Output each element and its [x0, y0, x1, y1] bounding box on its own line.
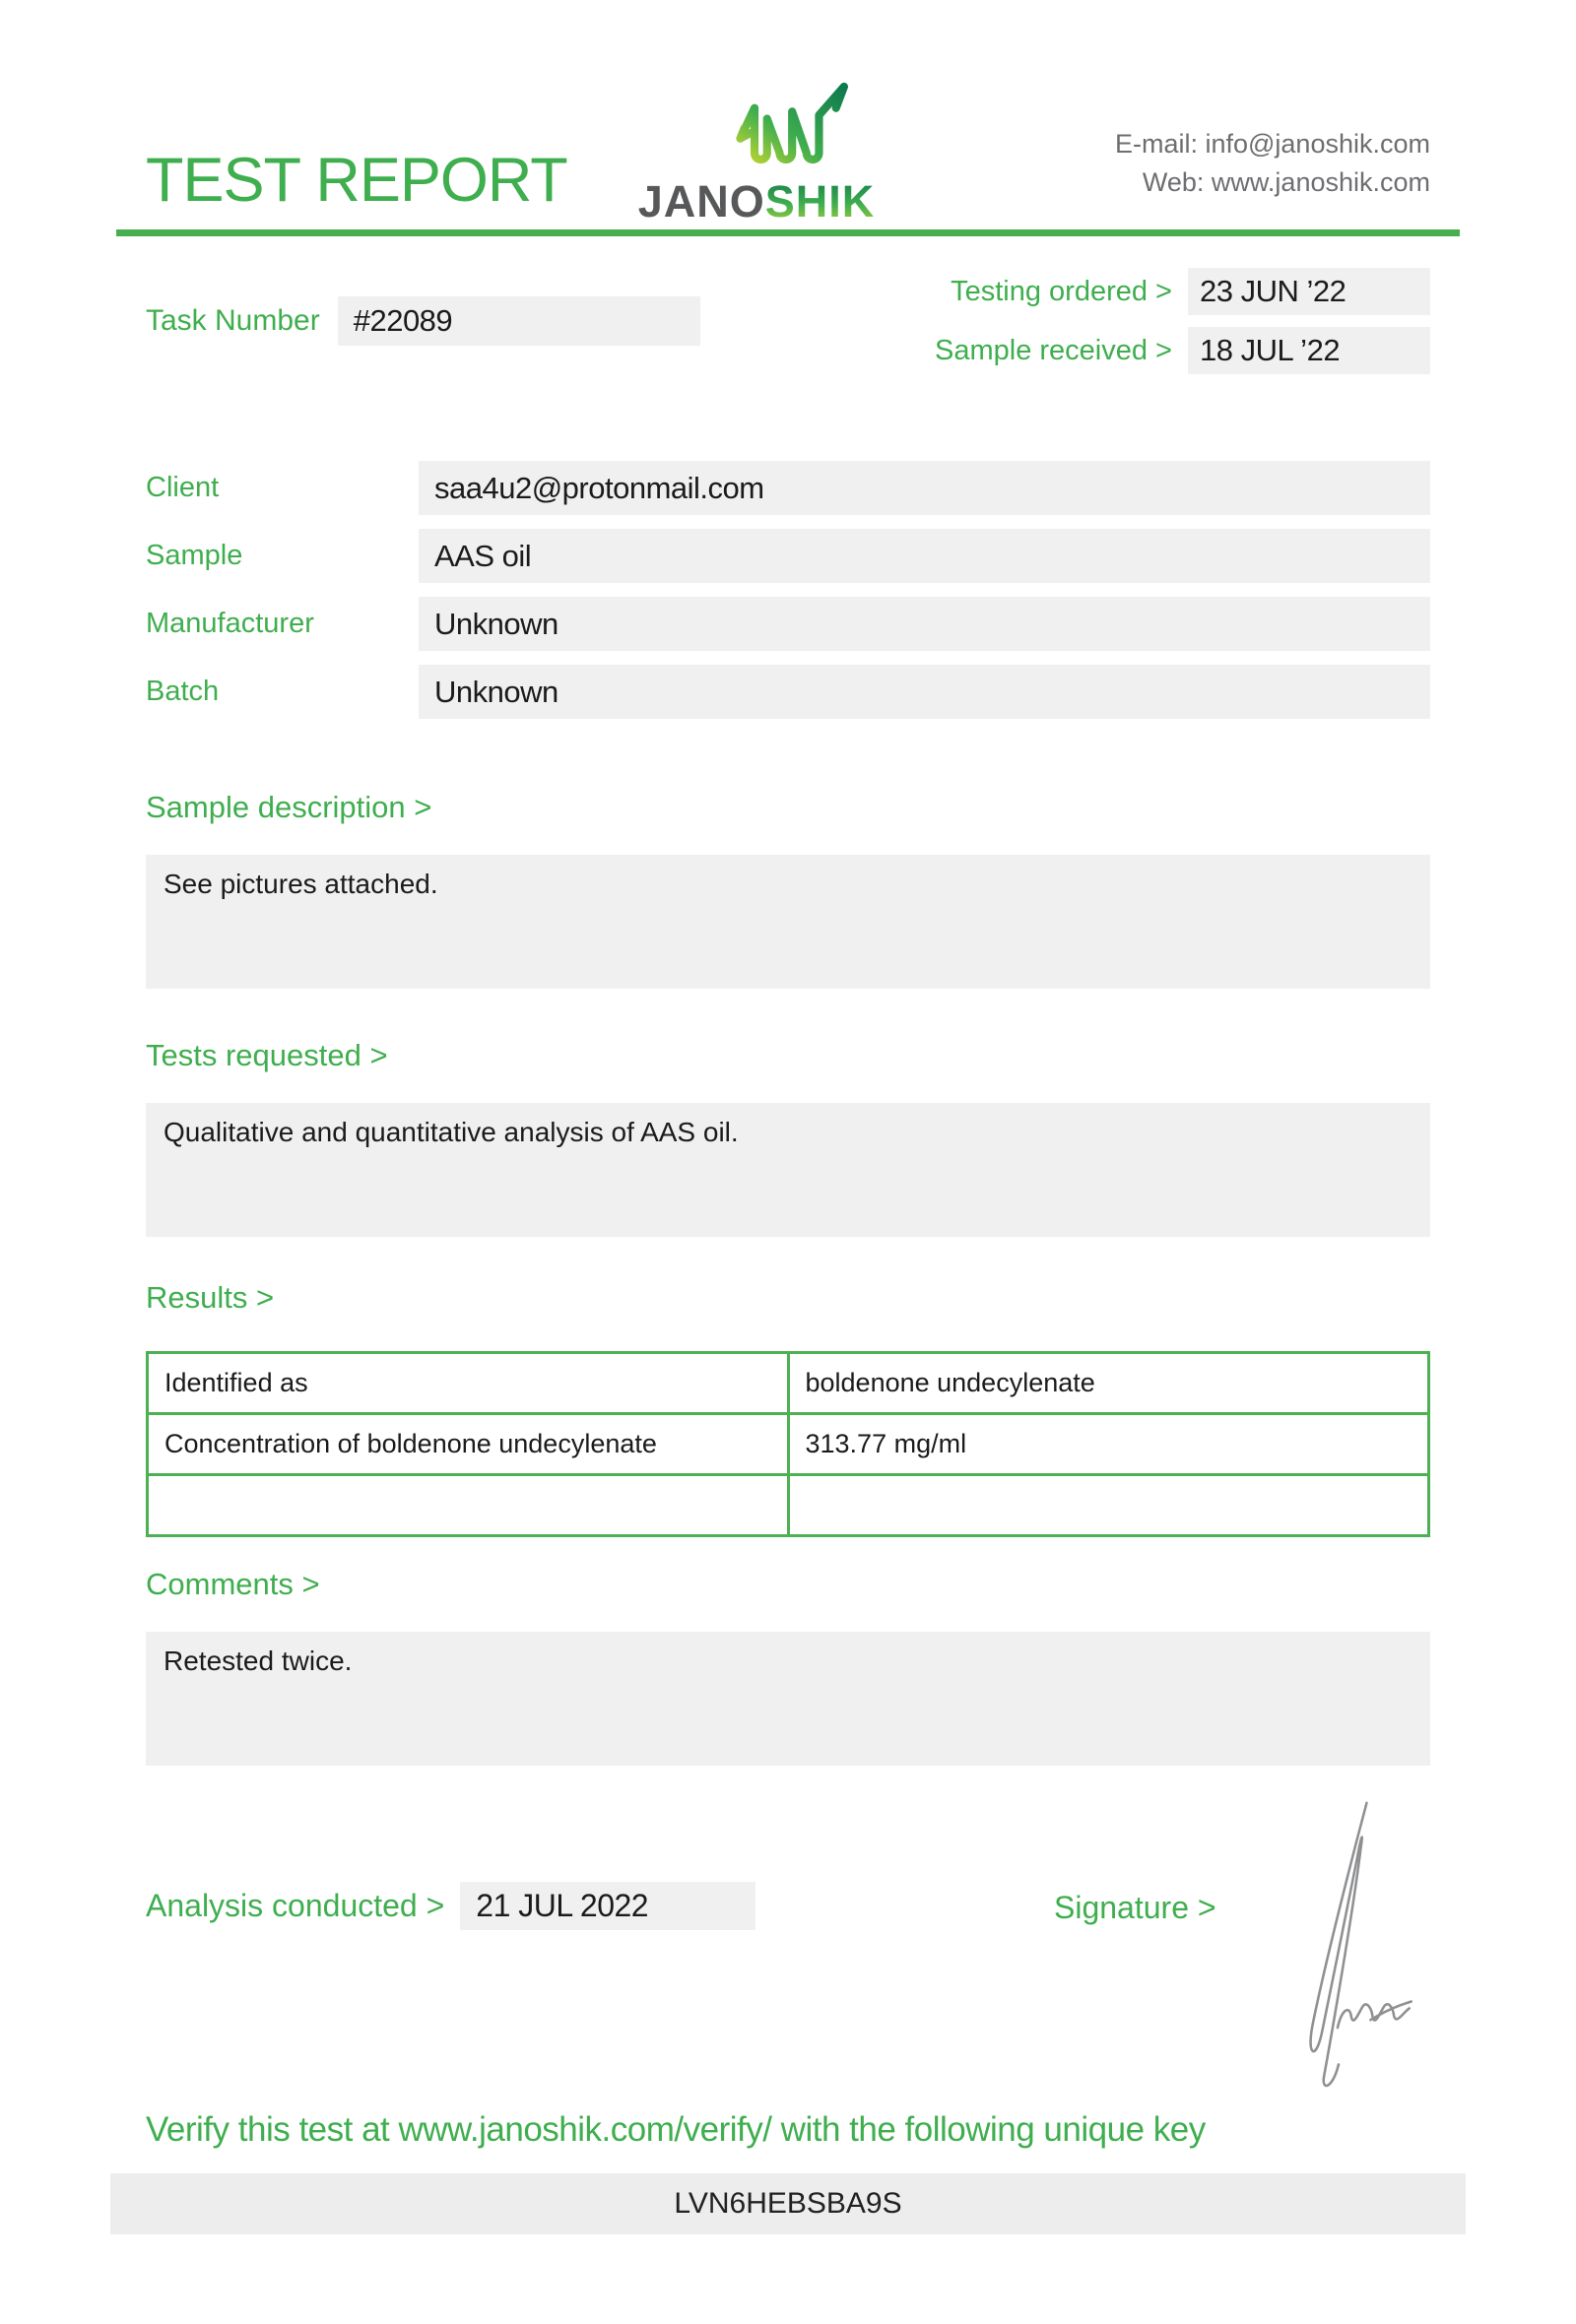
tests-requested-box: Qualitative and quantitative analysis of AAS oil. [146, 1103, 1430, 1237]
contact-email: E-mail: info@janoshik.com [1114, 128, 1430, 159]
comments-heading: Comments > [146, 1567, 320, 1601]
concentration-cell: Concentration of boldenone undecylenate [148, 1414, 789, 1475]
identified-as-cell: Identified as [148, 1353, 789, 1414]
sample-received-value: 18 JUL ’22 [1188, 327, 1430, 374]
logo-text-jano: JANO [637, 176, 765, 226]
dates-block [935, 268, 1430, 374]
comments-box: Retested twice. [146, 1632, 1430, 1766]
manufacturer-label: Manufacturer [146, 608, 314, 639]
unique-key-box: LVN6HEBSBA9S [110, 2173, 1466, 2234]
table-row [148, 1353, 1429, 1414]
footer-section [146, 1766, 1430, 2110]
analysis-conducted-value: 21 JUL 2022 [460, 1882, 755, 1930]
task-number-row [146, 268, 700, 374]
page-title: TEST REPORT [146, 146, 567, 215]
sample-description-heading: Sample description > [146, 790, 432, 824]
results-heading: Results > [146, 1280, 275, 1315]
concentration-value-cell: 313.77 mg/ml [788, 1414, 1429, 1475]
info-row-sample [146, 529, 1430, 583]
verify-instruction: Verify this test at www.janoshik.com/verify/ with the following unique key [146, 2110, 1206, 2149]
header-divider [116, 229, 1460, 236]
contact-web: Web: www.janoshik.com [1142, 166, 1430, 197]
results-table [146, 1351, 1430, 1537]
info-row-client [146, 461, 1430, 515]
identified-as-value-cell: boldenone undecylenate [788, 1353, 1429, 1414]
contact-block [1115, 125, 1430, 202]
sample-description-box: See pictures attached. [146, 855, 1430, 989]
sample-value: AAS oil [419, 529, 1430, 583]
table-row [148, 1414, 1429, 1475]
client-label: Client [146, 472, 220, 503]
task-number-value: #22089 [338, 296, 700, 346]
report-header [0, 0, 1576, 229]
manufacturer-value: Unknown [419, 597, 1430, 651]
testing-ordered-label: Testing ordered > [951, 275, 1172, 307]
client-value: saa4u2@protonmail.com [419, 461, 1430, 515]
logo-chart-icon [725, 76, 883, 174]
tests-requested-heading: Tests requested > [146, 1038, 388, 1072]
info-row-batch [146, 665, 1430, 719]
analysis-conducted-label: Analysis conducted > [146, 1888, 445, 1923]
logo-text-shik: SHIK [764, 176, 876, 226]
table-row [148, 1475, 1429, 1536]
sample-received-label: Sample received > [935, 334, 1172, 366]
janoshik-logo [609, 76, 904, 227]
logo-wordmark [609, 176, 904, 227]
signature-image [1257, 1793, 1414, 2094]
batch-label: Batch [146, 676, 220, 707]
sample-info-section [146, 461, 1430, 719]
empty-cell [148, 1475, 789, 1536]
analysis-conducted-row [146, 1882, 755, 1930]
task-number-label: Task Number [146, 304, 320, 337]
sample-label: Sample [146, 540, 243, 571]
batch-value: Unknown [419, 665, 1430, 719]
info-row-manufacturer [146, 597, 1430, 651]
testing-ordered-value: 23 JUN ’22 [1188, 268, 1430, 315]
signature-label: Signature > [1054, 1890, 1216, 1925]
empty-value-cell [788, 1475, 1429, 1536]
meta-section [146, 268, 1430, 374]
